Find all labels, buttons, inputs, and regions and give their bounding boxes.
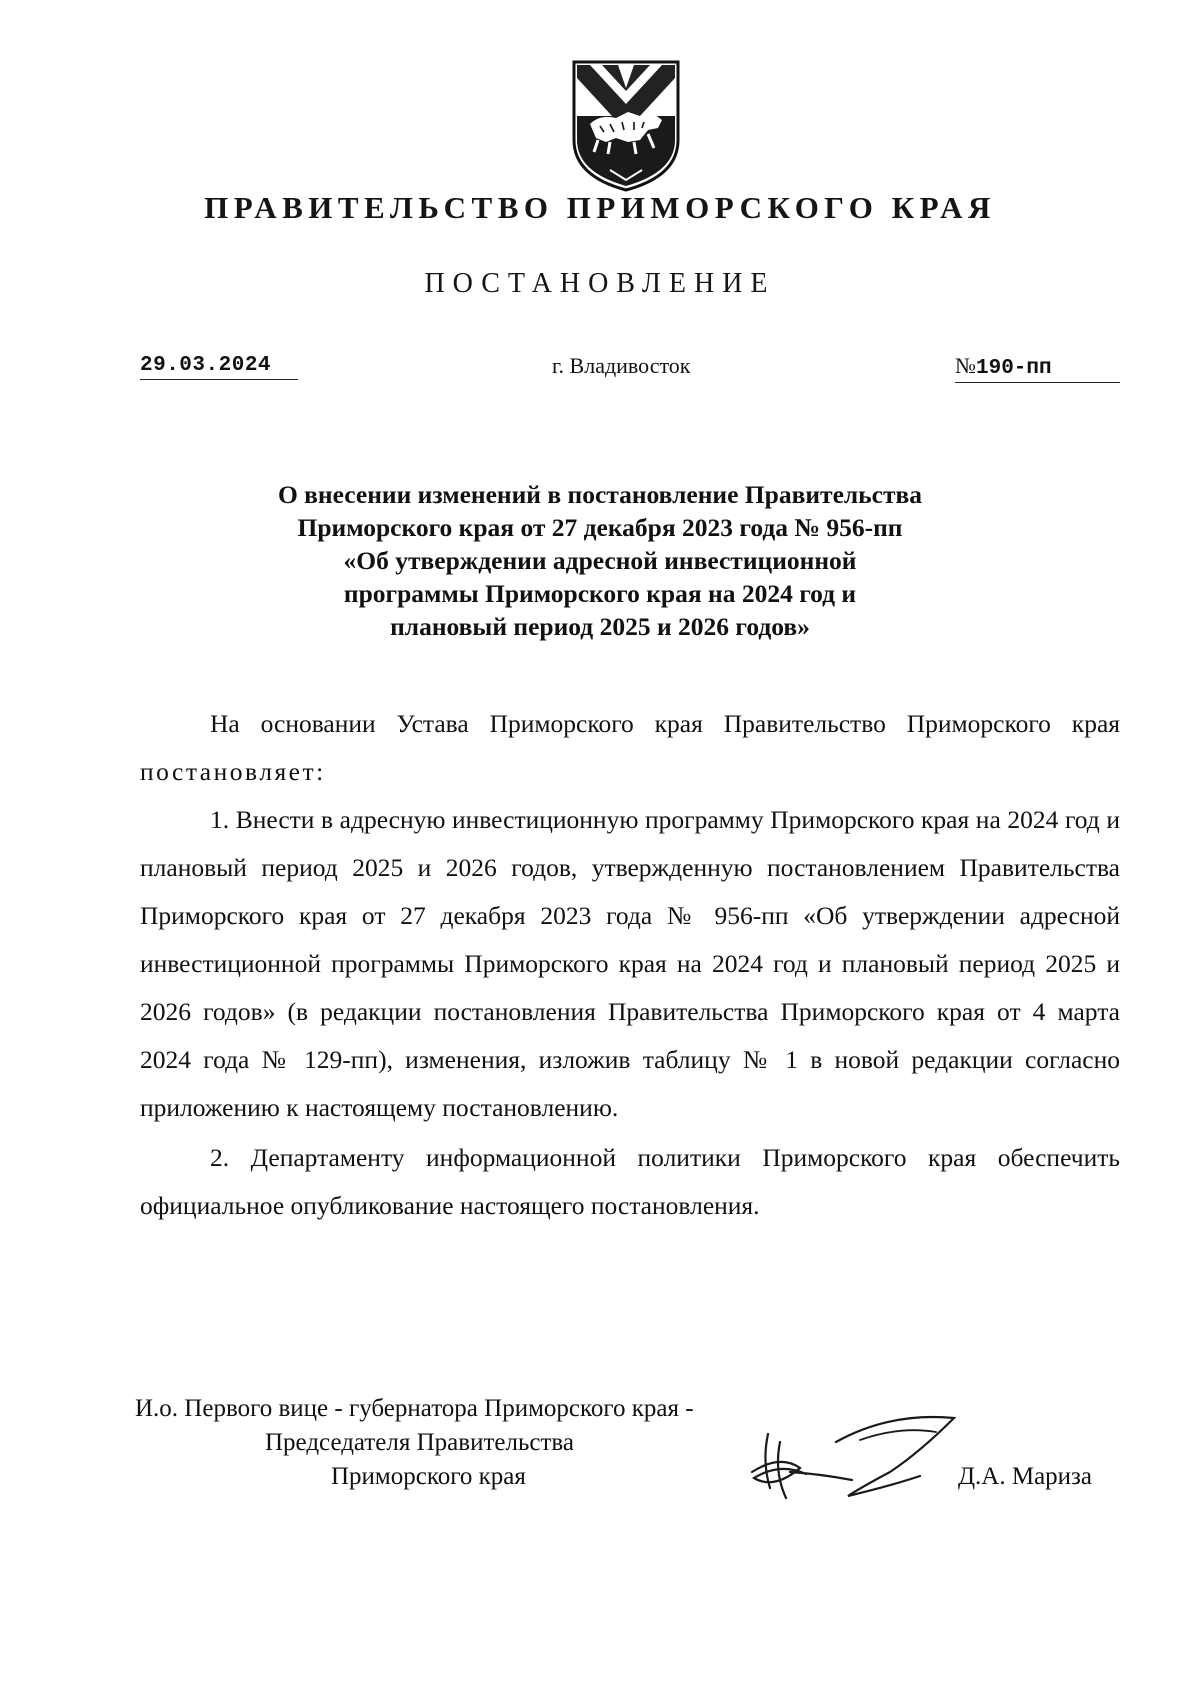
number-value: 190-пп	[976, 357, 1052, 380]
document-number	[955, 353, 1120, 383]
document-body	[140, 700, 1120, 1230]
signer-position-line: И.о. Первого вице - губернатора Приморского края -	[135, 1395, 694, 1422]
title-line: плановый период 2025 и 2026 годов»	[390, 612, 810, 641]
document-type: ПОСТАНОВЛЕНИЕ	[424, 268, 776, 299]
signer-position-line: Председателя Правительства	[265, 1429, 574, 1456]
handwritten-signature-icon	[740, 1402, 970, 1512]
document-city: г. Владивосток	[552, 353, 691, 378]
coat-of-arms-icon	[570, 58, 682, 194]
title-line: Приморского края от 27 декабря 2023 года № 956-пп	[297, 513, 903, 542]
preamble-paragraph	[140, 700, 1120, 796]
signer-name: Д.А. Мариза	[958, 1463, 1093, 1490]
title-line: О внесении изменений в постановление Правительства	[277, 480, 923, 509]
organization-name: ПРАВИТЕЛЬСТВО ПРИМОРСКОГО КРАЯ	[204, 190, 996, 225]
title-line: программы Приморского края на 2024 год и	[343, 579, 857, 608]
signer-position-line: Приморского края	[331, 1463, 526, 1490]
preamble-decision-word: постановляет:	[140, 757, 326, 786]
signer-position	[135, 1392, 835, 1494]
document-title	[0, 478, 1200, 643]
preamble-text: На основании Устава Приморского края Правительство Приморского края	[210, 709, 1120, 738]
item-2-paragraph: 2. Департаменту информационной политики Приморского края обеспечить официальное опубликование настоящего постановления.	[140, 1143, 1120, 1220]
document-date: 29.03.2024	[140, 353, 298, 380]
title-line: «Об утверждении адресной инвестиционной	[343, 546, 857, 575]
number-prefix: №	[955, 353, 976, 378]
item-1-paragraph: 1. Внести в адресную инвестиционную программу Приморского края на 2024 год и плановый период 2025 и 2026 годов, утвержденную постановлением Правительства Приморского края от 27 декабря 2023 года № 956-пп «Об утверждении адресной инвестиционной программы Приморского края на 2024 год и плановый период 2025 и 2026 годов» (в редакции постановления Правительства Приморского края от 4 марта 2024 года № 129-пп), изменения, изложив таблицу № 1 в новой редакции согласно приложению к настоящему постановлению.	[140, 805, 1120, 1122]
